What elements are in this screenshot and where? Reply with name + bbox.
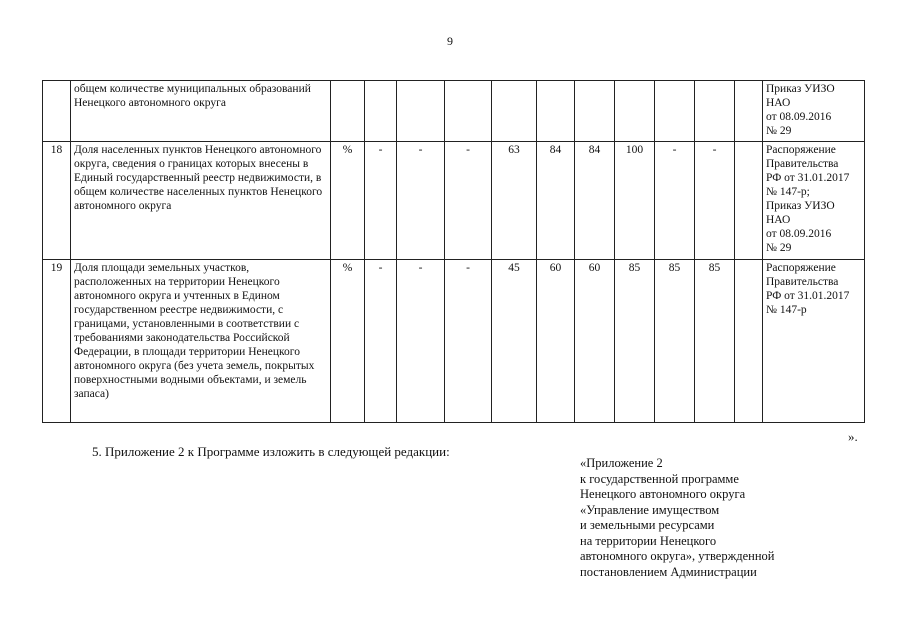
basis-line: от 08.09.2016	[766, 111, 832, 123]
value-cell: 60	[575, 260, 615, 423]
basis-line: Распоряжение	[766, 144, 836, 156]
basis-cell	[763, 81, 865, 142]
appendix-line: на территории Ненецкого	[580, 533, 717, 548]
value-cell: -	[397, 260, 445, 423]
value-cell	[445, 81, 492, 142]
row-number: 18	[43, 142, 71, 260]
value-cell	[575, 81, 615, 142]
indicator-name: Доля площади земельных участков, расположенных на территории Ненецкого автономного округа и учтенных в Едином государственном реестре недвижимости, с границами, установленными в соответствии с требованиями законодательства Российской Федерации, в площади территории Ненецкого автономного округа (без учета земель, покрытых поверхностными водными объектами, и земель запаса)	[71, 260, 331, 423]
appendix-header	[580, 456, 774, 580]
basis-line: Приказ УИЗО	[766, 83, 835, 95]
value-cell: -	[445, 260, 492, 423]
row-number	[43, 81, 71, 142]
amendment-paragraph: 5. Приложение 2 к Программе изложить в следующей редакции:	[92, 444, 450, 459]
value-cell	[492, 81, 537, 142]
unit-cell: %	[331, 260, 365, 423]
value-cell	[735, 81, 763, 142]
table-row	[43, 81, 865, 142]
value-cell: 63	[492, 142, 537, 260]
value-cell	[695, 81, 735, 142]
basis-line: Приказ УИЗО	[766, 200, 835, 212]
basis-line: Распоряжение	[766, 262, 836, 274]
value-cell: 85	[615, 260, 655, 423]
basis-line: НАО	[766, 214, 791, 226]
indicator-name: общем количестве муниципальных образований Ненецкого автономного округа	[71, 81, 331, 142]
basis-line: НАО	[766, 97, 791, 109]
value-cell: 84	[537, 142, 575, 260]
appendix-line: Ненецкого автономного округа	[580, 487, 746, 501]
value-cell: -	[365, 260, 397, 423]
basis-line: № 147-р	[766, 304, 807, 316]
value-cell	[365, 81, 397, 142]
value-cell: -	[695, 142, 735, 260]
basis-line: № 29	[766, 125, 792, 137]
value-cell	[397, 81, 445, 142]
value-cell	[615, 81, 655, 142]
value-cell: 60	[537, 260, 575, 423]
appendix-line: автономного округа», утвержденной	[580, 549, 775, 563]
value-cell: 85	[695, 260, 735, 423]
value-cell: -	[445, 142, 492, 260]
row-number: 19	[43, 260, 71, 423]
basis-line: Правительства	[766, 158, 839, 170]
value-cell: -	[397, 142, 445, 260]
unit-cell	[331, 81, 365, 142]
basis-line: от 08.09.2016	[766, 228, 832, 240]
page-number: 9	[447, 34, 453, 48]
appendix-line: «Приложение 2	[580, 456, 663, 470]
value-cell	[655, 81, 695, 142]
basis-line: РФ от 31.01.2017	[766, 290, 850, 302]
table-row	[43, 260, 865, 423]
basis-line: № 29	[766, 242, 792, 254]
value-cell: -	[655, 142, 695, 260]
appendix-line: «Управление имуществом	[580, 502, 720, 517]
basis-cell	[763, 142, 865, 260]
value-cell	[735, 260, 763, 423]
table-row	[43, 142, 865, 260]
appendix-line: и земельными ресурсами	[580, 518, 715, 532]
value-cell: -	[365, 142, 397, 260]
indicators-table	[42, 80, 865, 423]
value-cell: 85	[655, 260, 695, 423]
basis-line: Правительства	[766, 276, 839, 288]
value-cell: 45	[492, 260, 537, 423]
value-cell: 100	[615, 142, 655, 260]
value-cell	[735, 142, 763, 260]
value-cell	[537, 81, 575, 142]
basis-cell	[763, 260, 865, 423]
appendix-line: к государственной программе	[580, 471, 739, 486]
basis-line: РФ от 31.01.2017	[766, 172, 850, 184]
unit-cell: %	[331, 142, 365, 260]
value-cell: 84	[575, 142, 615, 260]
appendix-line: постановлением Администрации	[580, 564, 757, 579]
basis-line: № 147-р;	[766, 186, 810, 198]
closing-quote: ».	[848, 429, 858, 444]
indicator-name: Доля населенных пунктов Ненецкого автономного округа, сведения о границах которых внесены в Единый государственный реестр недвижимости, в общем количестве населенных пунктов Ненецкого автономного округа	[71, 142, 331, 260]
